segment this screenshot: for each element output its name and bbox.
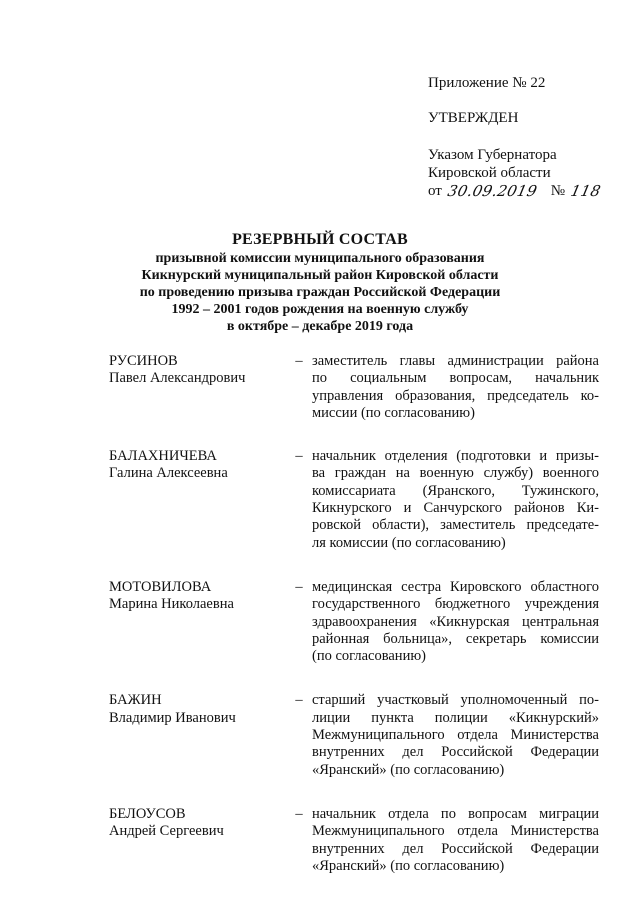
member-role — [312, 579, 599, 665]
role-line: внутренних дел Российской Федерации — [312, 744, 599, 761]
member-role — [312, 448, 599, 552]
member-name — [109, 353, 286, 422]
member-given-name: Владимир Иванович — [109, 709, 236, 726]
title-line: по проведению призыва граждан Российской Федерации — [139, 285, 501, 300]
title-line: 1992 – 2001 годов рождения на военную службу — [171, 302, 469, 317]
role-line: управления образования, председатель ко- — [312, 387, 599, 404]
member-entry — [109, 692, 599, 778]
appendix-number: Приложение № 22 — [428, 75, 546, 91]
role-line: внутренних дел Российской Федерации — [312, 840, 599, 857]
role-line: лиции пункта полиции «Кикнурский» — [312, 709, 599, 726]
role-line: начальник отдела по вопросам миграции — [312, 805, 599, 822]
role-line: миссии (по согласованию) — [312, 404, 475, 421]
member-name — [109, 448, 286, 552]
title-main: РЕЗЕРВНЫЙ СОСТАВ — [232, 231, 408, 248]
member-list — [109, 353, 599, 875]
member-dash: – — [295, 448, 303, 465]
role-line: начальник отделения (подготовки и призы- — [312, 448, 599, 465]
role-line: ровской области), заместитель председате- — [312, 517, 599, 534]
approved-label: УТВЕРЖДЕН — [428, 110, 519, 126]
role-line: старший участковый уполномоченный по- — [312, 692, 599, 709]
member-surname: БАЛАХНИЧЕВА — [109, 448, 217, 465]
role-line: государственного бюджетного учреждения — [312, 596, 599, 613]
from-label: от — [428, 183, 442, 199]
member-name — [109, 806, 286, 875]
role-line: Межмуниципального отдела Министерства — [312, 727, 599, 744]
title-line: в октябре – декабре 2019 года — [226, 319, 414, 334]
decree-date-number-line — [428, 182, 628, 200]
role-line: медицинская сестра Кировского областного — [312, 578, 599, 595]
role-line: районная больница», секретарь комиссии — [312, 630, 599, 647]
role-line: ва граждан на военную службу) военного — [312, 465, 599, 482]
member-dash: – — [295, 578, 303, 595]
member-surname: БАЖИН — [109, 692, 162, 709]
member-given-name: Галина Алексеевна — [109, 465, 228, 482]
member-role — [312, 353, 599, 422]
member-name — [109, 579, 286, 665]
handwritten-date: 30.09.2019 — [445, 182, 539, 200]
decree-line-1: Указом Губернатора — [428, 147, 557, 163]
member-given-name: Павел Александрович — [109, 370, 246, 387]
member-entry — [109, 353, 599, 422]
role-line: «Яранский» (по согласованию) — [312, 857, 505, 874]
handwritten-number: 118 — [569, 182, 603, 200]
role-line: ля комиссии (по согласованию) — [312, 534, 506, 551]
role-line: комиссариата (Яранского, Тужинского, — [312, 482, 599, 499]
member-name — [109, 692, 286, 778]
member-dash: – — [295, 692, 303, 709]
role-line: по социальным вопросам, начальник — [312, 370, 599, 387]
document-title — [100, 230, 540, 335]
member-surname: БЕЛОУСОВ — [109, 805, 186, 822]
role-line: заместитель главы администрации района — [312, 353, 599, 369]
role-line: Межмуниципального отдела Министерства — [312, 823, 599, 840]
member-dash: – — [295, 805, 303, 822]
number-label: № — [550, 183, 566, 199]
role-line: здравоохранения «Кикнурская центральная — [312, 613, 599, 630]
member-role — [312, 692, 599, 778]
member-entry — [109, 579, 599, 665]
member-entry — [109, 448, 599, 552]
member-given-name: Марина Николаевна — [109, 596, 234, 613]
role-line: «Яранский» (по согласованию) — [312, 761, 505, 778]
member-surname: РУСИНОВ — [109, 353, 178, 369]
member-role — [312, 806, 599, 875]
title-line: призывной комиссии муниципального образования — [155, 251, 485, 266]
decree-line-2: Кировской области — [428, 165, 551, 181]
title-line: Кикнурский муниципальный район Кировской области — [141, 268, 499, 283]
member-given-name: Андрей Сергеевич — [109, 823, 224, 840]
role-line: (по согласованию) — [312, 648, 426, 665]
member-dash: – — [295, 353, 303, 369]
member-entry — [109, 806, 599, 875]
approval-stamp-block — [428, 74, 628, 200]
role-line: Кикнурского и Санчурского районов Ки- — [312, 500, 599, 517]
member-surname: МОТОВИЛОВА — [109, 578, 212, 595]
